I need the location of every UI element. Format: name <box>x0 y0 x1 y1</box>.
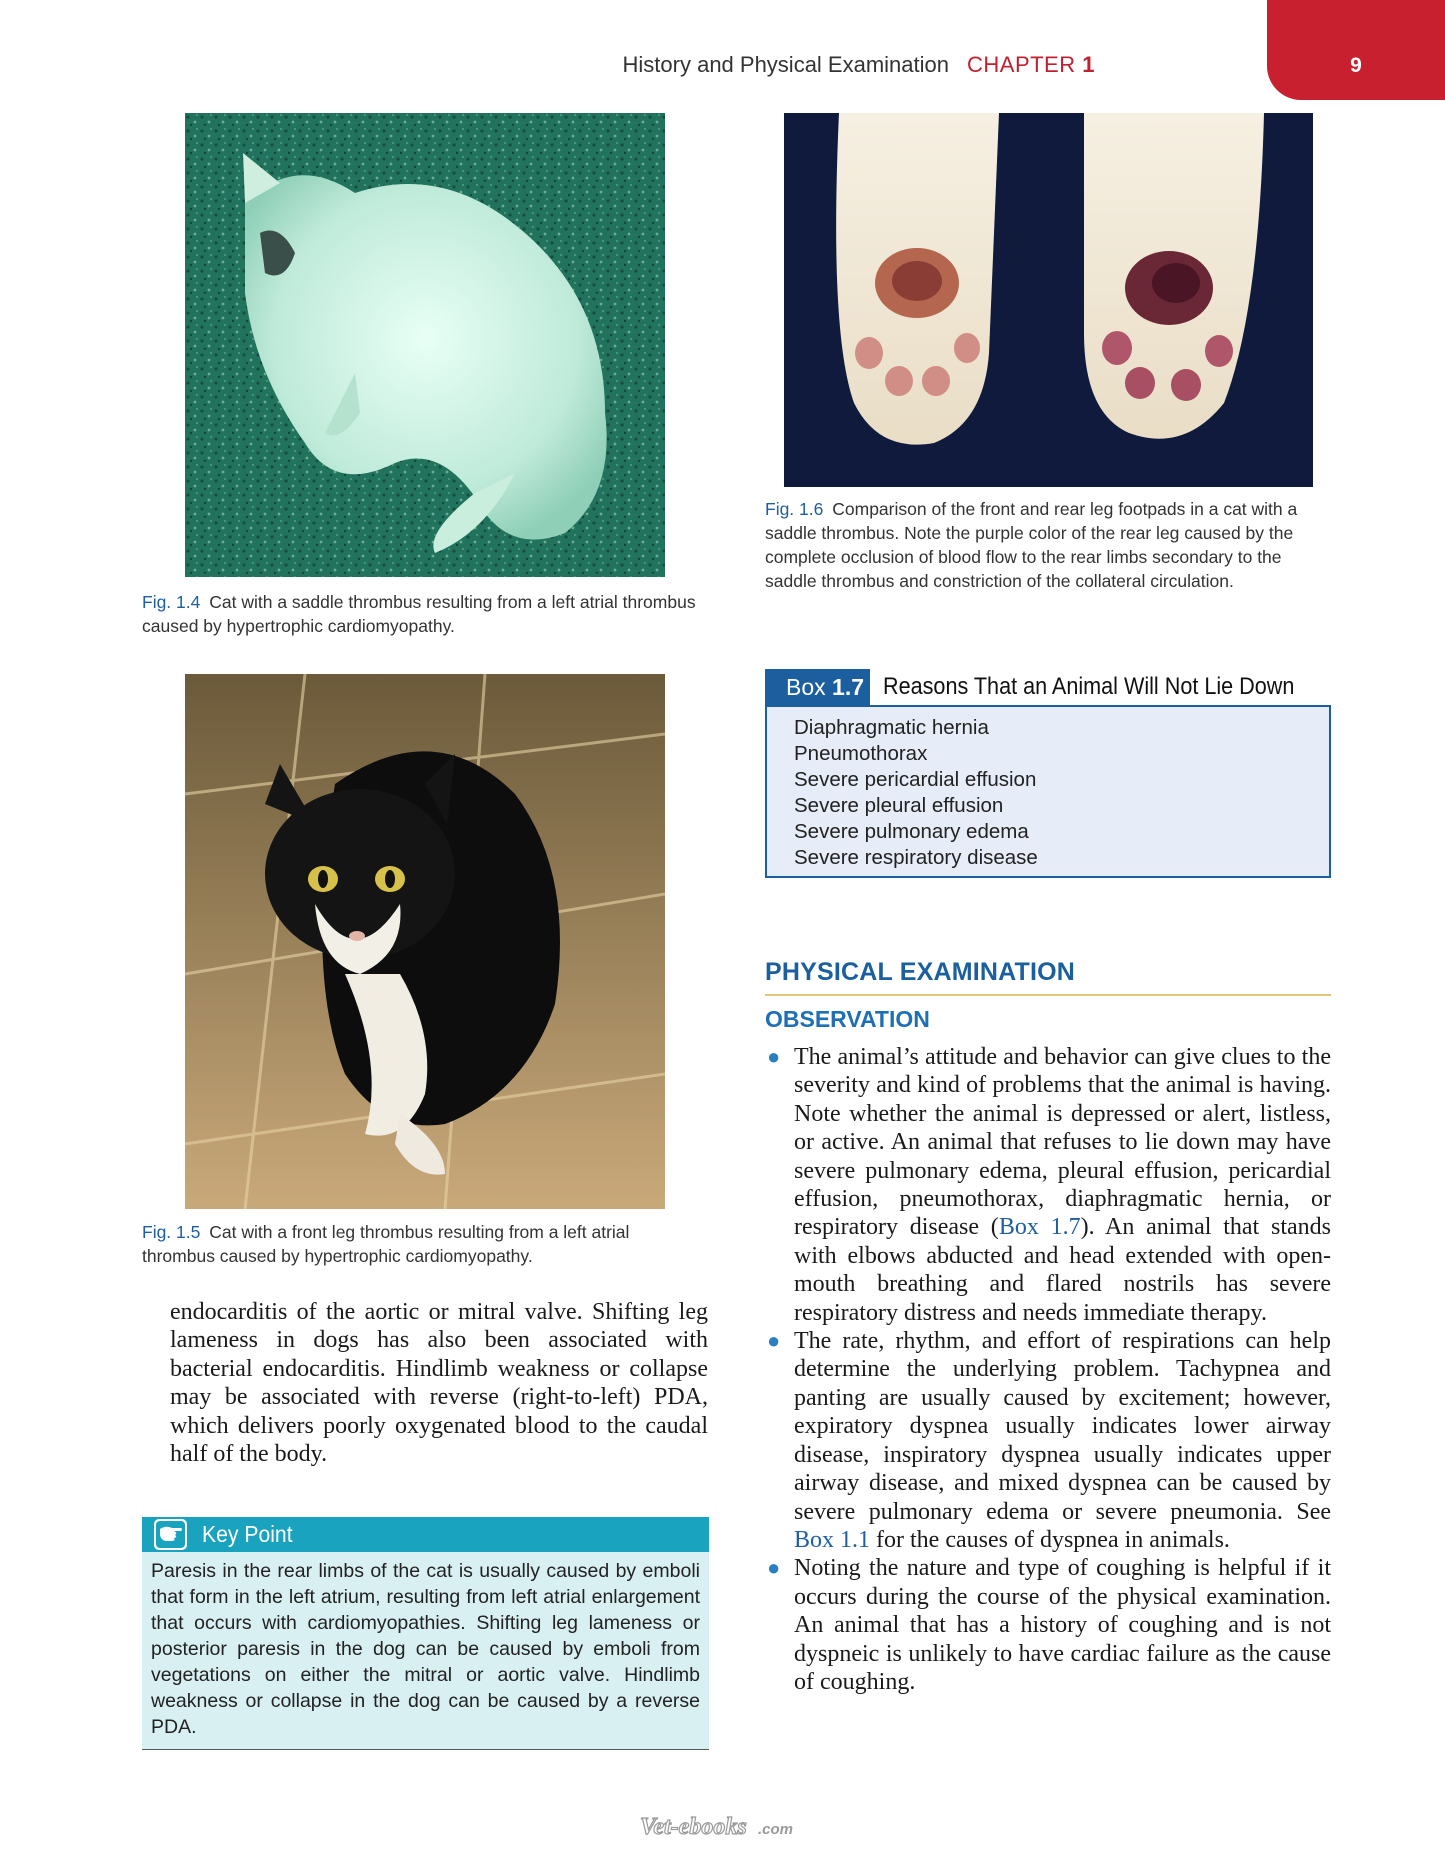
list-item: Severe pulmonary edema <box>794 820 1029 843</box>
figure-1-6-caption <box>765 497 1331 593</box>
key-point-header <box>142 1517 709 1552</box>
bullet-icon: ● <box>767 1328 781 1354</box>
figure-1-5-photo <box>185 674 665 1209</box>
caption-text: Cat with a front leg thrombus resulting from a left atrial thrombus caused by hypertrophic cardiomyopathy. <box>142 1222 630 1266</box>
running-header <box>623 52 1095 78</box>
box-reference-link[interactable]: Box 1.7 <box>998 1214 1081 1241</box>
caption-text: Comparison of the front and rear leg footpads in a cat with a saddle thrombus. Note the purple color of the rear leg caused by the complete occlusion of blood flow to the rear limbs secondary to the saddle thrombus and constriction of the collateral circulation. <box>765 499 1298 591</box>
running-title: History and Physical Examination <box>622 52 949 77</box>
figure-1-5-caption <box>142 1220 702 1268</box>
watermark-logo <box>640 1808 808 1842</box>
svg-text:Vet-ebooks: Vet-ebooks <box>640 1814 747 1840</box>
figure-1-6-photo <box>784 113 1313 487</box>
pointing-hand-icon <box>154 1519 187 1550</box>
bullet-icon: ● <box>767 1555 781 1581</box>
figure-label: Fig. 1.4 <box>142 592 201 612</box>
box-1-7-header <box>765 669 1331 705</box>
list-item: Severe respiratory disease <box>794 846 1038 869</box>
observation-list <box>765 1043 1331 1696</box>
list-item: Diaphragmatic hernia <box>794 716 989 739</box>
body-paragraph: endocarditis of the aortic or mitral valve. Shifting leg lameness in dogs has also been associated with bacterial endocarditis. Hindlimb weakness or collapse may be associated with reverse (right-to-left) PDA, which delivers poorly oxygenated blood to the caudal half of the body. <box>170 1299 708 1468</box>
chapter-label: CHAPTER 1 <box>967 52 1095 77</box>
section-heading: PHYSICAL EXAMINATION <box>765 958 1076 986</box>
list-item: Severe pleural effusion <box>794 794 1004 817</box>
caption-text: Cat with a saddle thrombus resulting from a left atrial thrombus caused by hypertrophic cardiomyopathy. <box>142 592 696 636</box>
list-item: ● The rate, rhythm, and effort of respirations can help determine the underlying problem. Tachypnea and panting are usually caused by excitement; however, expiratory dyspnea usually indicates lower airway disease, inspiratory dyspnea usually indicates upper airway disease, and mixed dyspnea can be caused by severe pulmonary edema or severe pneumonia. See Box 1.1 for the causes of dyspnea in animals. <box>767 1328 1331 1553</box>
box-tag: Box 1.7 <box>765 669 870 705</box>
bullet-icon: ● <box>767 1044 781 1069</box>
list-item: ● Noting the nature and type of coughing is helpful if it occurs during the course of the physical examination. An animal that has a history of coughing and is not dyspneic is unlikely to have cardiac failure as the cause of coughing. <box>767 1555 1331 1695</box>
list-item: Pneumothorax <box>794 742 928 765</box>
key-point-title: Key Point <box>202 1521 293 1547</box>
box-title: Reasons That an Animal Will Not Lie Down <box>883 673 1295 700</box>
section-divider <box>765 994 1331 996</box>
page-number-tab <box>1267 0 1445 100</box>
figure-label: Fig. 1.6 <box>765 499 824 519</box>
figure-1-4-caption <box>142 590 702 638</box>
svg-text:.com: .com <box>758 1821 794 1838</box>
list-item: Severe pericardial effusion <box>794 768 1037 791</box>
key-point-body: Paresis in the rear limbs of the cat is usually caused by emboli that form in the left atrium, resulting from left atrial enlargement that occurs with cardiomyopathies. Shifting leg lameness or posterior paresis in the dog can be caused by emboli from vegetations on either the mitral or aortic valve. Hindlimb weakness or collapse in the dog can be caused by a reverse PDA. <box>142 1552 709 1750</box>
box-reference-link[interactable]: Box 1.1 <box>794 1526 871 1553</box>
figure-label: Fig. 1.5 <box>142 1222 201 1242</box>
figure-1-4-photo <box>185 113 665 577</box>
box-1-7-list <box>765 705 1331 878</box>
subsection-heading: OBSERVATION <box>765 1006 930 1032</box>
list-item: ● The animal’s attitude and behavior can give clues to the severity and kind of problems that the animal is having. Note whether the animal is depressed or alert, listless, or active. An animal that refuses to lie down may have severe pulmonary edema, pleural effusion, pericardial effusion, pneumothorax, diaphragmatic hernia, or respiratory disease (Box 1.7). An animal that stands with elbows abducted and head extended with open-mouth breathing and flared nostrils has severe respiratory distress and needs immediate therapy. <box>767 1044 1332 1326</box>
page-number: 9 <box>1350 54 1362 77</box>
